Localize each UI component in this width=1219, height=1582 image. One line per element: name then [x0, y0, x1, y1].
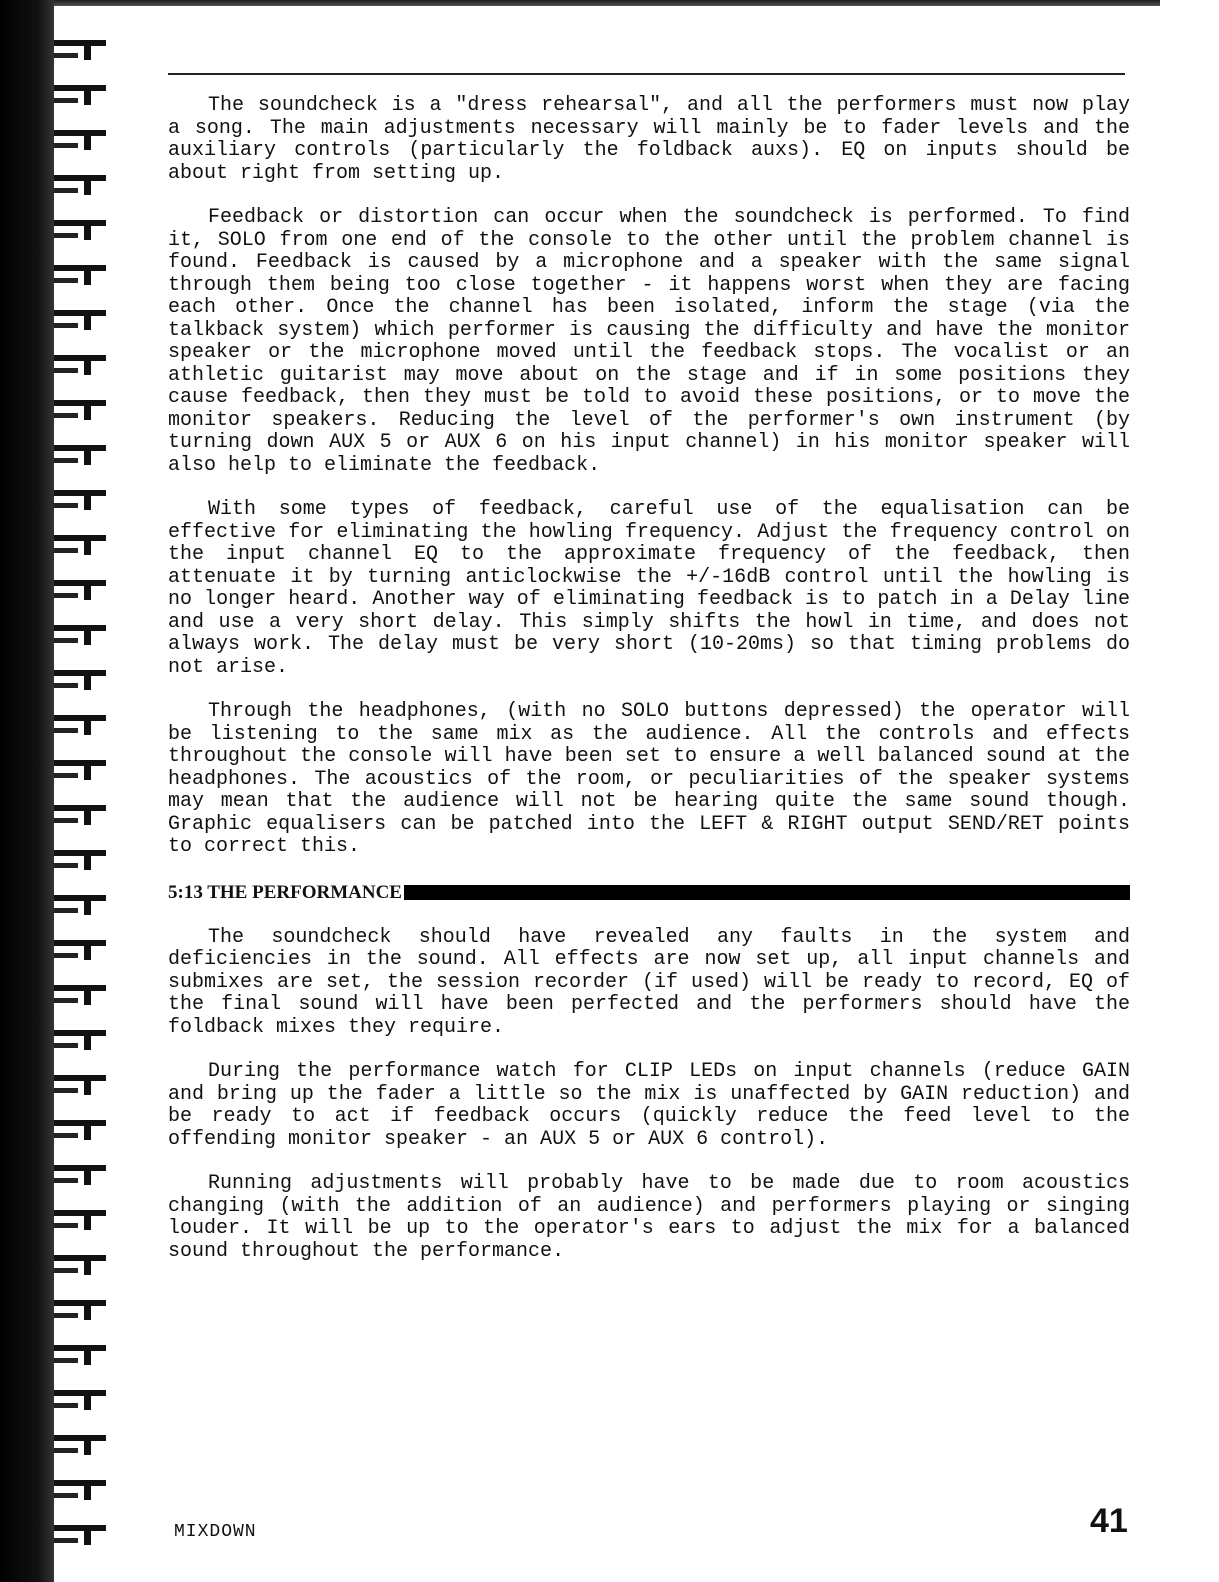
binding-ring [54, 220, 110, 242]
binding-ring [54, 1210, 110, 1232]
page-number: 41 [1090, 1502, 1128, 1540]
paragraph: During the performance watch for CLIP LEDs on input channels (reduce GAIN and bring up the fader a little so the mix is unaffected by GAIN reduction) and be ready to act if feedback occurs (quickly reduce the feed level to the offending monitor speaker - an AUX 5 or AUX 6 control). [168, 1060, 1130, 1151]
page-body [168, 95, 1130, 1285]
binding-ring [54, 1525, 110, 1547]
header-rule [168, 73, 1125, 75]
section-heading [168, 881, 1130, 905]
binding-ring [54, 1300, 110, 1322]
binding-ring [54, 715, 110, 737]
paragraph: The soundcheck is a "dress rehearsal", and all the performers must now play a song. The main adjustments necessary will mainly be to fader levels and the auxiliary controls (particularly the foldback auxs). EQ on inputs should be about right from setting up. [168, 94, 1130, 185]
page-top-edge [0, 0, 1160, 6]
binding-ring [54, 1390, 110, 1412]
binding-ring [54, 1165, 110, 1187]
binding-ring [54, 310, 110, 332]
binding-ring [54, 625, 110, 647]
binding-ring [54, 400, 110, 422]
binding-ring [54, 1255, 110, 1277]
binding-ring [54, 445, 110, 467]
binding-ring [54, 985, 110, 1007]
paragraph: Through the headphones, (with no SOLO buttons depressed) the operator will be listening to the same mix as the audience. All the controls and effects throughout the console will have been set to ensure a well balanced sound at the headphones. The acoustics of the room, or peculiarities of the speaker systems may mean that the audience will not be hearing quite the same sound though. Graphic equalisers can be patched into the LEFT & RIGHT output SEND/RET points to correct this. [168, 700, 1130, 858]
binding-ring [54, 760, 110, 782]
binding-ring [54, 940, 110, 962]
binding-ring [54, 1480, 110, 1502]
binding-ring [54, 805, 110, 827]
binding-ring [54, 580, 110, 602]
binding-spine [0, 0, 54, 1582]
paragraph: The soundcheck should have revealed any faults in the system and deficiencies in the sound. All effects are now set up, all input channels and submixes are set, the session recorder (if used) will be ready to record, EQ of the final sound will have been perfected and the performers should have the foldback mixes they require. [168, 925, 1130, 1039]
section-rule-bar [404, 885, 1130, 900]
binding-ring [54, 130, 110, 152]
binding-ring [54, 1435, 110, 1457]
binding-ring [54, 175, 110, 197]
binding-ring [54, 1120, 110, 1142]
binding-ring [54, 490, 110, 512]
binding-ring [54, 265, 110, 287]
binding-ring [54, 850, 110, 872]
section-title: 5:13 THE PERFORMANCE [168, 881, 402, 903]
binding-ring [54, 1075, 110, 1097]
paragraph: With some types of feedback, careful use of the equalisation can be effective for eliminating the howling frequency. Adjust the frequency control on the input channel EQ to the approximate frequency of the feedback, then attenuate it by turning anticlockwise the +/-16dB control until the howling is no longer heard. Another way of eliminating feedback is to patch in a Delay line and use a very short delay. This simply shifts the howl in time, and does not always work. The delay must be very short (10-20ms) so that timing problems do not arise. [168, 498, 1130, 679]
paragraph: Running adjustments will probably have to be made due to room acoustics changing (with the addition of an audience) and performers playing or singing louder. It will be up to the operator's ears to adjust the mix for a balanced sound throughout the performance. [168, 1172, 1130, 1263]
spiral-binding [0, 0, 118, 1582]
binding-ring [54, 1345, 110, 1367]
footer-title: MIXDOWN [174, 1522, 257, 1542]
binding-ring [54, 355, 110, 377]
binding-ring [54, 670, 110, 692]
paragraph: Feedback or distortion can occur when the soundcheck is performed. To find it, SOLO from one end of the console to the other until the problem channel is found. Feedback is caused by a microphone and a speaker with the same signal through them being too close together - it happens worst when they are facing each other. Once the channel has been isolated, inform the stage (via the talkback system) which performer is causing the difficulty and have the monitor speaker or the microphone moved until the feedback stops. The vocalist or an athletic guitarist may move about on the stage and if in some positions they cause feedback, then they must be told to avoid these positions, or to move the monitor speakers. Reducing the level of the performer's own instrument (by turning down AUX 5 or AUX 6 on his input channel) in his monitor speaker will also help to eliminate the feedback. [168, 206, 1130, 477]
binding-ring [54, 535, 110, 557]
binding-ring [54, 40, 110, 62]
binding-ring [54, 85, 110, 107]
binding-ring [54, 1030, 110, 1052]
binding-ring [54, 895, 110, 917]
